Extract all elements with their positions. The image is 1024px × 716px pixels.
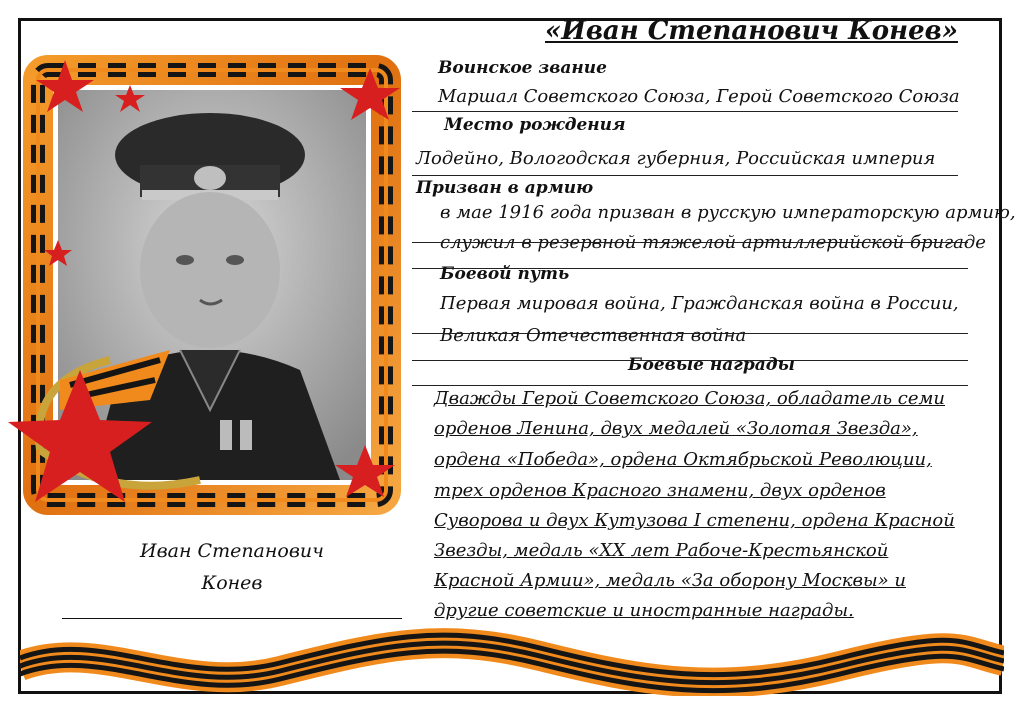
awards-line-5: Суворова и двух Кутузова I степени, ордена Красной	[434, 510, 955, 531]
combat-path-line-2: Великая Отечественная война	[440, 325, 747, 346]
combat-path-heading: Боевой путь	[440, 264, 570, 284]
rank-value: Маршал Советского Союза, Герой Советского Союза	[438, 86, 960, 107]
caption-rule	[62, 618, 402, 619]
portrait-caption-line1: Иван Степанович	[140, 540, 324, 562]
rule	[412, 242, 968, 243]
awards-line-4: трех орденов Красного знамени, двух орденов	[434, 480, 886, 501]
awards-line-1: Дважды Герой Советского Союза, обладатель семи	[434, 388, 946, 409]
combat-path-line-1: Первая мировая война, Гражданская война в России,	[440, 293, 959, 314]
awards-line-2: орденов Ленина, двух медалей «Золотая Звезда»,	[434, 418, 918, 439]
portrait-caption-line2: Конев	[201, 572, 263, 594]
awards-line-8: другие советские и иностранные награды.	[434, 600, 854, 621]
birthplace-heading: Место рождения	[444, 115, 626, 135]
drafted-line-2: служил в резервной тяжелой артиллерийской бригаде	[440, 232, 986, 253]
rule	[412, 111, 958, 112]
portrait-frame	[0, 50, 420, 570]
st-george-ribbon-frame	[20, 626, 1004, 696]
awards-line-7: Красной Армии», медаль «За оборону Москвы» и	[434, 570, 906, 591]
rank-heading: Воинское звание	[438, 58, 607, 78]
rule	[412, 385, 968, 386]
awards-line-3: ордена «Победа», ордена Октябрьской Революции,	[434, 449, 932, 470]
awards-line-6: Звезды, медаль «XX лет Рабоче-Крестьянской	[434, 540, 889, 561]
drafted-heading: Призван в армию	[416, 178, 594, 198]
awards-heading: Боевые награды	[628, 355, 795, 375]
birthplace-value: Лодейно, Вологодская губерния, Российская империя	[416, 148, 936, 169]
rule	[412, 333, 968, 334]
drafted-line-1: в мае 1916 года призван в русскую императорскую армию,	[440, 202, 1016, 223]
page-title: «Иван Степанович Конев»	[545, 16, 958, 46]
rule	[412, 175, 958, 176]
